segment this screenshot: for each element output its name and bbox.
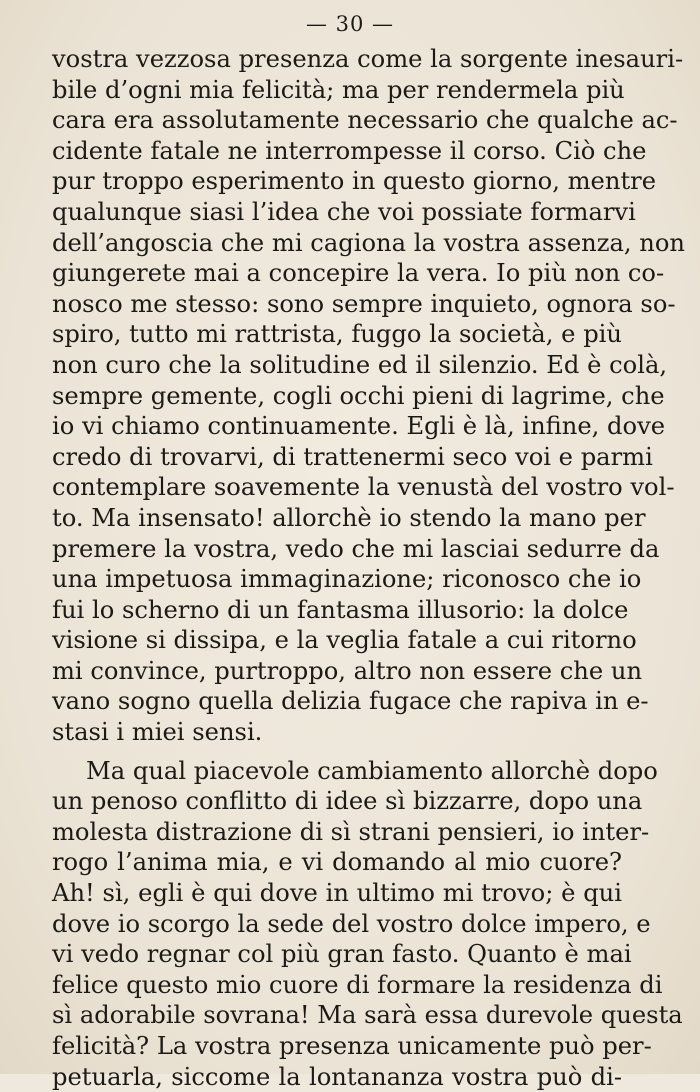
text-line: cara era assolutamente necessario che qualche ac- bbox=[52, 106, 678, 135]
text-line: spiro, tutto mi rattrista, fuggo la società, e più bbox=[52, 320, 622, 349]
text-line: dove io scorgo la sede del vostro dolce impero, e bbox=[52, 909, 651, 938]
text-line: vano sogno quella delizia fugace che rapiva in e- bbox=[52, 687, 649, 716]
text-line: pur troppo esperimento in questo giorno, mentre bbox=[52, 167, 657, 196]
text-line: vi vedo regnar col più gran fasto. Quanto è mai bbox=[52, 940, 632, 969]
text-line: cidente fatale ne interrompesse il corso. Ciò che bbox=[52, 136, 647, 165]
text-line: to. Ma insensato! allorchè io stendo la mano per bbox=[52, 503, 646, 532]
text-line: sempre gemente, cogli occhi pieni di lagrime, che bbox=[52, 381, 665, 410]
text-line: felice questo mio cuore di formare la residenza di bbox=[52, 970, 663, 999]
text-line: visione si dissipa, e la veglia fatale a cui ritorno bbox=[52, 626, 637, 655]
text-line: un penoso conflitto di idee sì bizzarre, dopo una bbox=[52, 787, 643, 816]
text-line: giungerete mai a concepire la vera. Io più non co- bbox=[52, 259, 665, 288]
text-line: stasi i miei sensi. bbox=[52, 718, 263, 747]
text-line: sì adorabile sovrana! Ma sarà essa durevole questa bbox=[52, 1001, 683, 1030]
text-line: credo di trovarvi, di trattenermi seco voi e parmi bbox=[52, 442, 653, 471]
text-line: molesta distrazione di sì strani pensieri, io inter- bbox=[52, 817, 650, 846]
text-line: nosco me stesso: sono sempre inquieto, ognora so- bbox=[52, 289, 676, 318]
text-line: io vi chiamo continuamente. Egli è là, infine, dove bbox=[52, 412, 666, 441]
text-line: Ah! sì, egli è qui dove in ultimo mi trovo; è qui bbox=[52, 879, 622, 908]
paragraph-gap bbox=[52, 748, 622, 756]
body-text bbox=[52, 44, 685, 1092]
text-line: bile d’ogni mia felicità; ma per rendermela più bbox=[52, 75, 625, 104]
text-line: vostra vezzosa presenza come la sorgente inesauri- bbox=[52, 45, 684, 73]
text-line: fui lo scherno di un fantasma illusorio: la dolce bbox=[52, 595, 629, 624]
text-line: premere la vostra, vedo che mi lasciai sedurre da bbox=[52, 534, 660, 563]
paragraph bbox=[52, 44, 685, 748]
page-number: — 30 — bbox=[305, 12, 395, 36]
text-line: petuarla, siccome la lontananza vostra può di- bbox=[52, 1062, 622, 1091]
text-line: contemplare soavemente la venustà del vostro vol- bbox=[52, 473, 675, 502]
text-line: Ma qual piacevole cambiamento allorchè dopo bbox=[86, 756, 658, 785]
text-line: rogo l’anima mia, e vi domando al mio cuore? bbox=[52, 848, 622, 877]
text-line: mi convince, purtroppo, altro non essere che un bbox=[52, 656, 643, 685]
text-line: non curo che la solitudine ed il silenzio. Ed è colà, bbox=[52, 350, 668, 379]
paragraph bbox=[52, 756, 683, 1092]
text-line: felicità? La vostra presenza unicamente può per- bbox=[52, 1032, 652, 1060]
text-line: qualunque siasi l’idea che voi possiate formarvi bbox=[52, 197, 636, 226]
text-line: dell’angoscia che mi cagiona la vostra assenza, non bbox=[52, 228, 685, 257]
text-line: una impetuosa immaginazione; riconosco che io bbox=[52, 565, 642, 594]
